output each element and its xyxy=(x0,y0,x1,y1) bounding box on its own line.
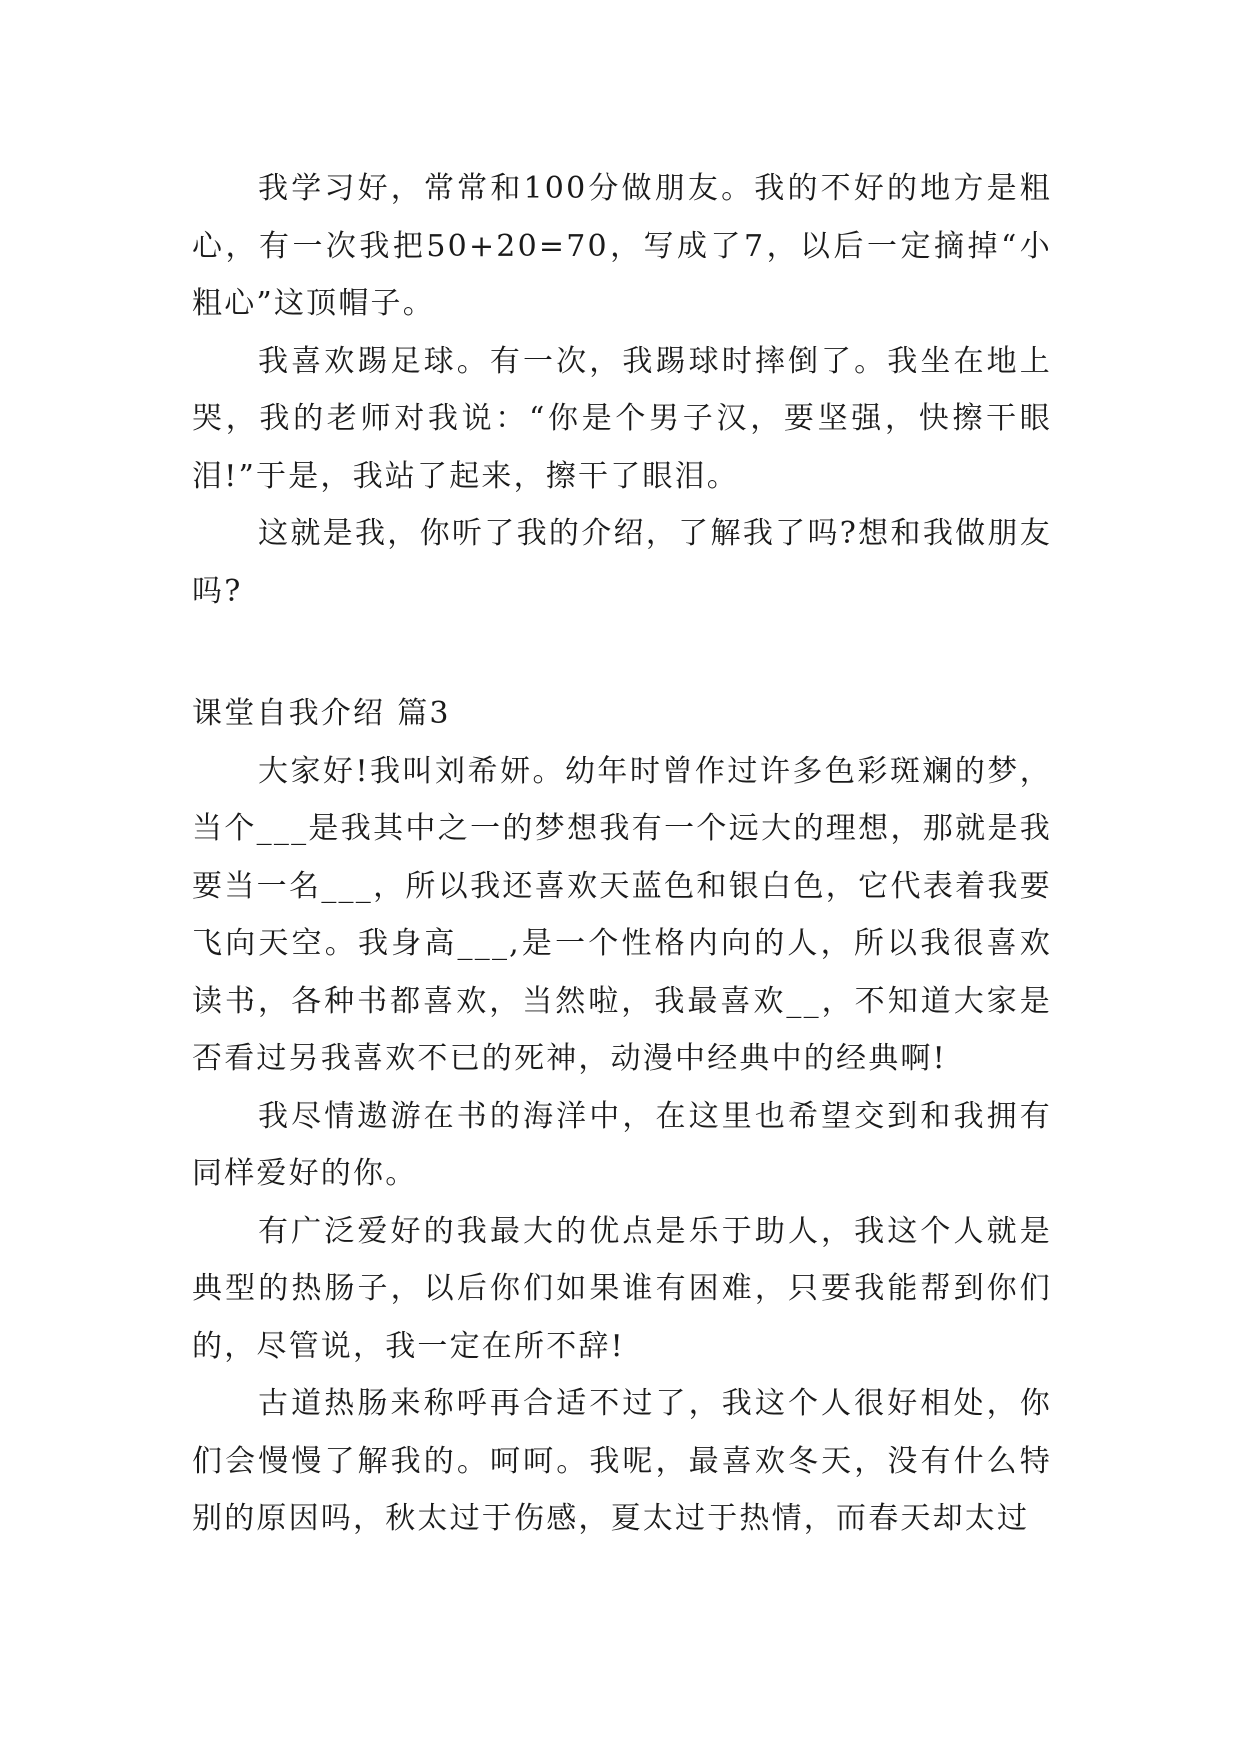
document-body xyxy=(192,160,1052,1548)
paragraph: 有广泛爱好的我最大的优点是乐于助人，我这个人就是典型的热肠子，以后你们如果谁有困难，只要我能帮到你们的，尽管说，我一定在所不辞! xyxy=(192,1213,1052,1364)
paragraph: 我喜欢踢足球。有一次，我踢球时摔倒了。我坐在地上哭，我的老师对我说：“你是个男子汉，要坚强，快擦干眼泪!”于是，我站了起来，擦干了眼泪。 xyxy=(192,343,1052,494)
paragraph: 古道热肠来称呼再合适不过了，我这个人很好相处，你们会慢慢了解我的。呵呵。我呢，最喜欢冬天，没有什么特别的原因吗，秋太过于伤感，夏太过于热情，而春天却太过 xyxy=(192,1386,1052,1536)
section-heading xyxy=(192,685,1052,743)
section-heading-number: 篇3 xyxy=(397,696,451,731)
paragraph: 我尽情遨游在书的海洋中，在这里也希望交到和我拥有同样爱好的你。 xyxy=(192,1098,1052,1191)
paragraph: 大家好!我叫刘希妍。幼年时曾作过许多色彩斑斓的梦，当个___是我其中之一的梦想我有一个远大的理想，那就是我要当一名___，所以我还喜欢天蓝色和银白色，它代表着我要飞向天空。我身高___,是一个性格内向的人，所以我很喜欢读书，各种书都喜欢，当然啦，我最喜欢__，不知道大家是否看过另我喜欢不已的死神，动漫中经典中的经典啊! xyxy=(192,753,1052,1076)
section-heading-title: 课堂自我介绍 xyxy=(192,696,386,731)
paragraph: 我学习好，常常和100分做朋友。我的不好的地方是粗心，有一次我把50+20=70，写成了7，以后一定摘掉“小粗心”这顶帽子。 xyxy=(192,171,1052,321)
paragraph: 这就是我，你听了我的介绍，了解我了吗?想和我做朋友吗? xyxy=(192,516,1052,609)
